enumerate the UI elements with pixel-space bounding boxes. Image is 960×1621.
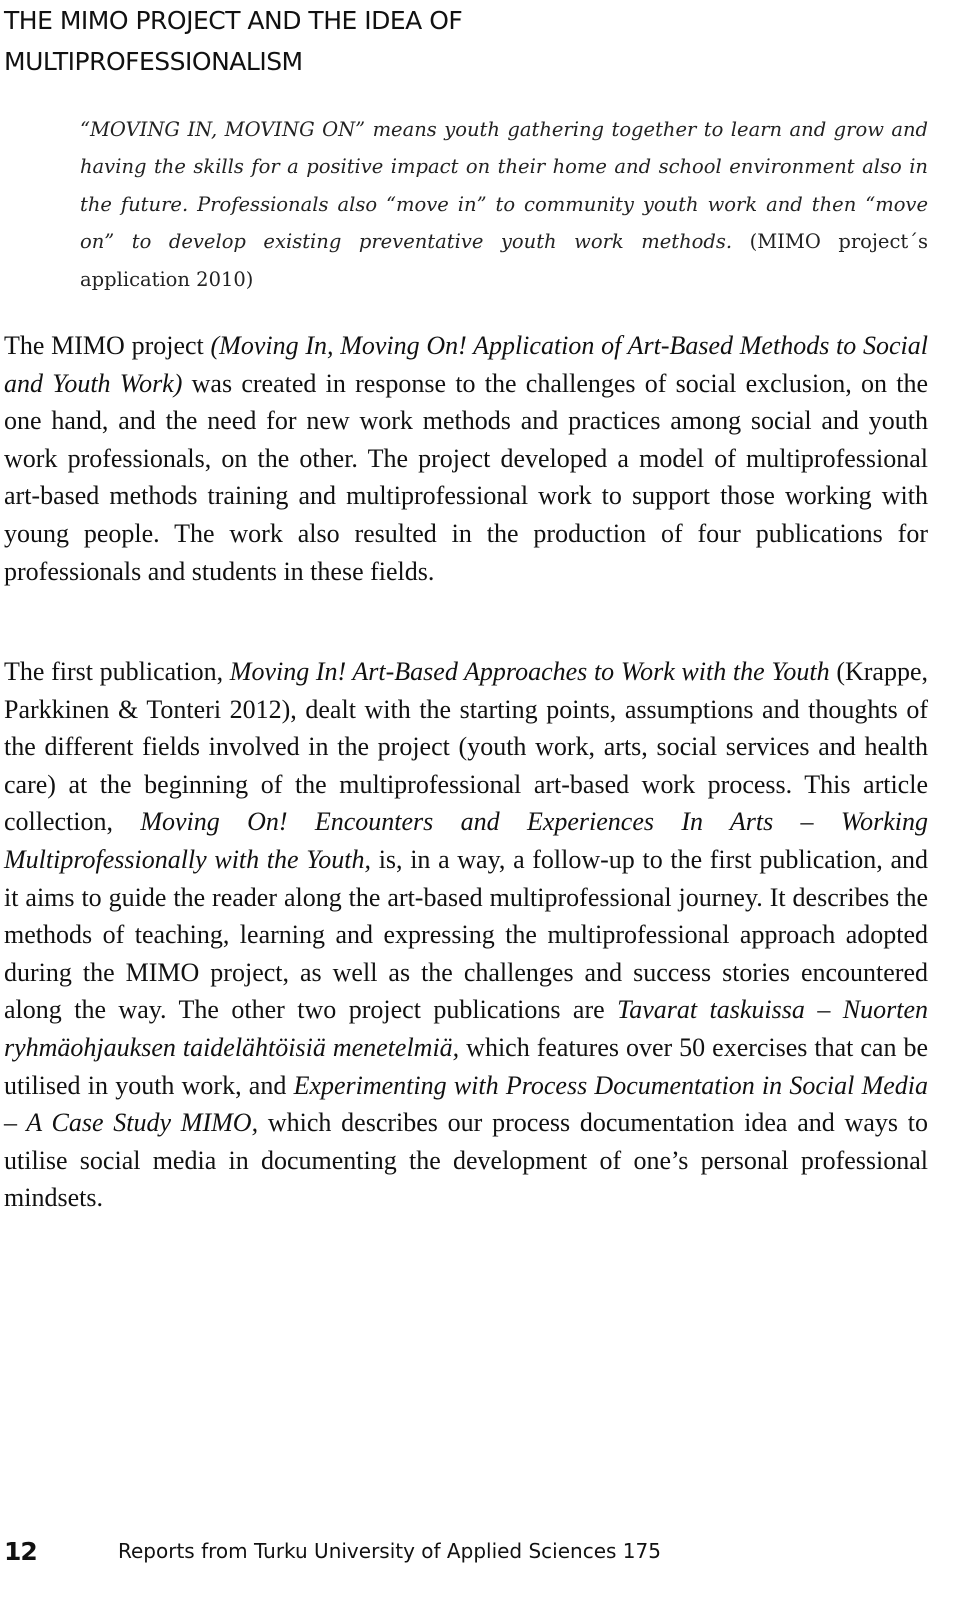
para1-project-title: (Moving In, Moving On! Application of Art-Based Methods to Social and Youth Work) <box>4 331 929 398</box>
para2-publication-title-1: Moving In! Art-Based Approaches to Work with the Youth <box>229 657 830 686</box>
para2-publication-title-4: Experimenting with Process Documentation in Social Media – A Case Study MIMO, <box>4 1070 928 1138</box>
para1-span-3: was created in response to the challenges of social exclusion, on the one hand, and the need for new work methods and practices among social and youth work professionals, on the other. The project developed a model of multiprofessional art-based methods training and multiprofessional work to support those working with young people. The work also resulted in the production of four publications for professionals and students in these fields. <box>4 368 928 586</box>
series-title: Reports from Turku University of Applied Sciences 175 <box>118 1539 661 1563</box>
para2-span-9: which describes our process documentation idea and ways to utilise social media in documenting the development of one’s personal professional mindsets. <box>4 1108 928 1213</box>
quote-text: “MOVING IN, MOVING ON” means youth gathering together to learn and grow and having the skills for a positive impact on their home and school environment also in the future. Professionals also “move in” to community youth work and then “move on” to develop existing preventative youth work methods. <box>80 118 928 254</box>
body-paragraph-2 <box>4 653 928 1217</box>
quote-source: (MIMO project´s application 2010) <box>80 230 928 291</box>
epigraph-quote <box>80 111 928 298</box>
page-number: 12 <box>4 1537 37 1566</box>
para2-span-5: is, in a way, a follow-up to the first publication, and it aims to guide the reader along the art-based multiprofessional journey. It describes the methods of teaching, learning and expressing the multiprofessional approach adopted during the MIMO project, as well as the challenges and success stories encountered along the way. The other two project publications are <box>4 844 928 1025</box>
body-paragraph-1 <box>4 327 928 590</box>
para1-span-1: The MIMO project <box>4 331 211 360</box>
para2-publication-title-2: Moving On! Encounters and Experiences In Arts – Working Multiprofessionally with the Youth, <box>4 807 929 874</box>
heading-line-2: MULTIPROFESSIONALISM <box>4 47 303 76</box>
para2-span-7: which features over 50 exercises that can be utilised in youth work, and <box>4 1032 929 1100</box>
page-footer <box>4 1535 904 1571</box>
section-heading <box>4 0 724 82</box>
para2-span-3: (Krappe, Parkkinen & Tonteri 2012), dealt with the starting points, assumptions and thoughts of the different fields involved in the project (youth work, arts, social services and health care) at the beginning of the multiprofessional art-based work process. This article collection, <box>4 657 928 837</box>
heading-line-1: THE MIMO PROJECT AND THE IDEA OF <box>4 6 463 35</box>
para2-span-1: The first publication, <box>4 657 230 686</box>
para2-publication-title-3: Tavarat taskuissa – Nuorten ryhmäohjauksen taidelähtöisiä menetelmiä, <box>4 995 929 1062</box>
